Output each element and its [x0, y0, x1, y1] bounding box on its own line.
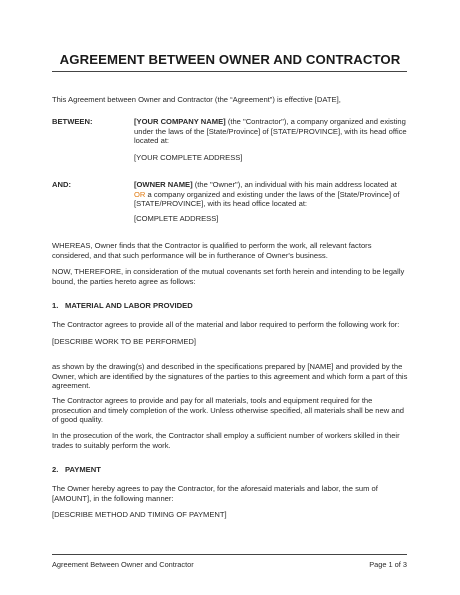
section1-p5: In the prosecution of the work, the Contractor shall employ a sufficient number of workers skilled in their trades to suitably perform the work.: [52, 431, 400, 450]
footer-rule: [52, 554, 407, 555]
section1-title: MATERIAL AND LABOR PROVIDED: [65, 301, 193, 310]
footer-page-number: Page 1 of 3: [369, 560, 407, 569]
section2-p1: The Owner hereby agrees to pay the Contractor, for the aforesaid materials and labor, the sum of [AMOUNT], in the following manner:: [52, 484, 378, 503]
whereas-paragraph: WHEREAS, Owner finds that the Contractor is qualified to perform the work, all relevant factors considered, and that such performance will be in furtherance of Owner's business.: [52, 241, 372, 260]
section1-p3: as shown by the drawing(s) and described in the specifications prepared by [NAME] and provided by the Owner, which are identified by the signatures of the parties to this agreement and which form a part of this agreement.: [52, 362, 408, 391]
owner-description-a: (the "Owner"), an individual with his main address located at: [192, 180, 397, 189]
between-label: BETWEEN:: [52, 117, 93, 126]
title-rule: [52, 71, 407, 72]
contractor-description: (the "Contractor"), a company organized and existing under the laws of the [State/Province] of [STATE/PROVINCE], with its head office located at:: [134, 117, 407, 146]
section1-p1: The Contractor agrees to provide all of the material and labor required to perform the following work for:: [52, 320, 400, 329]
owner-address: [COMPLETE ADDRESS]: [134, 214, 219, 223]
section1-p4: The Contractor agrees to provide and pay for all materials, tools and equipment required for the prosecution and timely completion of the work. Unless otherwise specified, all materials shall be new and of good quality.: [52, 396, 405, 425]
section1-number: 1.: [52, 301, 59, 310]
section2-p2: [DESCRIBE METHOD AND TIMING OF PAYMENT]: [52, 510, 227, 519]
section2-heading: [52, 465, 101, 475]
section1-p2: [DESCRIBE WORK TO BE PERFORMED]: [52, 337, 197, 346]
contractor-name: [YOUR COMPANY NAME]: [134, 117, 226, 126]
owner-description-b: a company organized and existing under the laws of the [State/Province] of [STATE/PROVINCE], with its head office located at:: [134, 189, 400, 209]
or-highlight: OR: [134, 189, 146, 199]
between-party: [134, 117, 410, 146]
intro-paragraph: This Agreement between Owner and Contractor (the “Agreement”) is effective [DATE],: [52, 95, 341, 104]
section2-title: PAYMENT: [65, 465, 101, 474]
footer-document-name: Agreement Between Owner and Contractor: [52, 560, 194, 569]
contractor-address: [YOUR COMPLETE ADDRESS]: [134, 153, 243, 162]
section2-number: 2.: [52, 465, 59, 474]
owner-party: [134, 180, 410, 209]
therefore-paragraph: NOW, THEREFORE, in consideration of the mutual covenants set forth herein and intending to be legally bound, the parties hereto agree as follows:: [52, 267, 405, 286]
owner-name: [OWNER NAME]: [134, 180, 193, 189]
and-label: AND:: [52, 180, 71, 189]
section1-heading: [52, 301, 193, 311]
document-title: AGREEMENT BETWEEN OWNER AND CONTRACTOR: [59, 52, 401, 67]
